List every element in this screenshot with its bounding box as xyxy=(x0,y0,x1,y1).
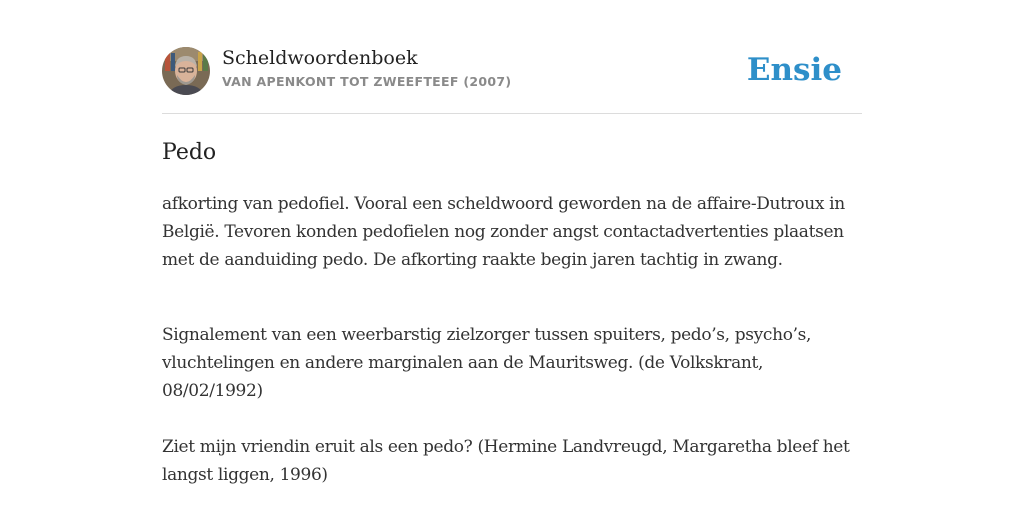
brand-logo[interactable]: Ensie xyxy=(746,52,842,88)
author-portrait-icon xyxy=(162,47,210,95)
source-subtitle: VAN APENKONT TOT ZWEEFTEEF (2007) xyxy=(222,74,512,89)
header-divider xyxy=(162,113,862,114)
author-avatar xyxy=(162,47,210,95)
entry-term: Pedo xyxy=(162,140,217,165)
source-header xyxy=(162,46,862,96)
entry-quote: Ziet mijn vriendin eruit als een pedo? (Hermine Landvreugd, Margaretha bleef het langst liggen, 1996) xyxy=(162,437,850,485)
source-title[interactable]: Scheldwoordenboek xyxy=(222,47,418,69)
entry-card xyxy=(162,0,862,512)
entry-definition: afkorting van pedofiel. Vooral een scheldwoord geworden na de affaire-Dutroux in België. Tevoren konden pedofielen nog zonder angst contactadvertenties plaatsen met de aanduiding pedo. De afkorting raakte begin jaren tachtig in zwang. xyxy=(162,194,845,270)
entry-quote: Signalement van een weerbarstig zielzorger tussen spuiters, pedo’s, psycho’s, vluchtelingen en andere marginalen aan de Mauritsweg. (de Volkskrant, 08/02/1992) xyxy=(162,325,812,401)
